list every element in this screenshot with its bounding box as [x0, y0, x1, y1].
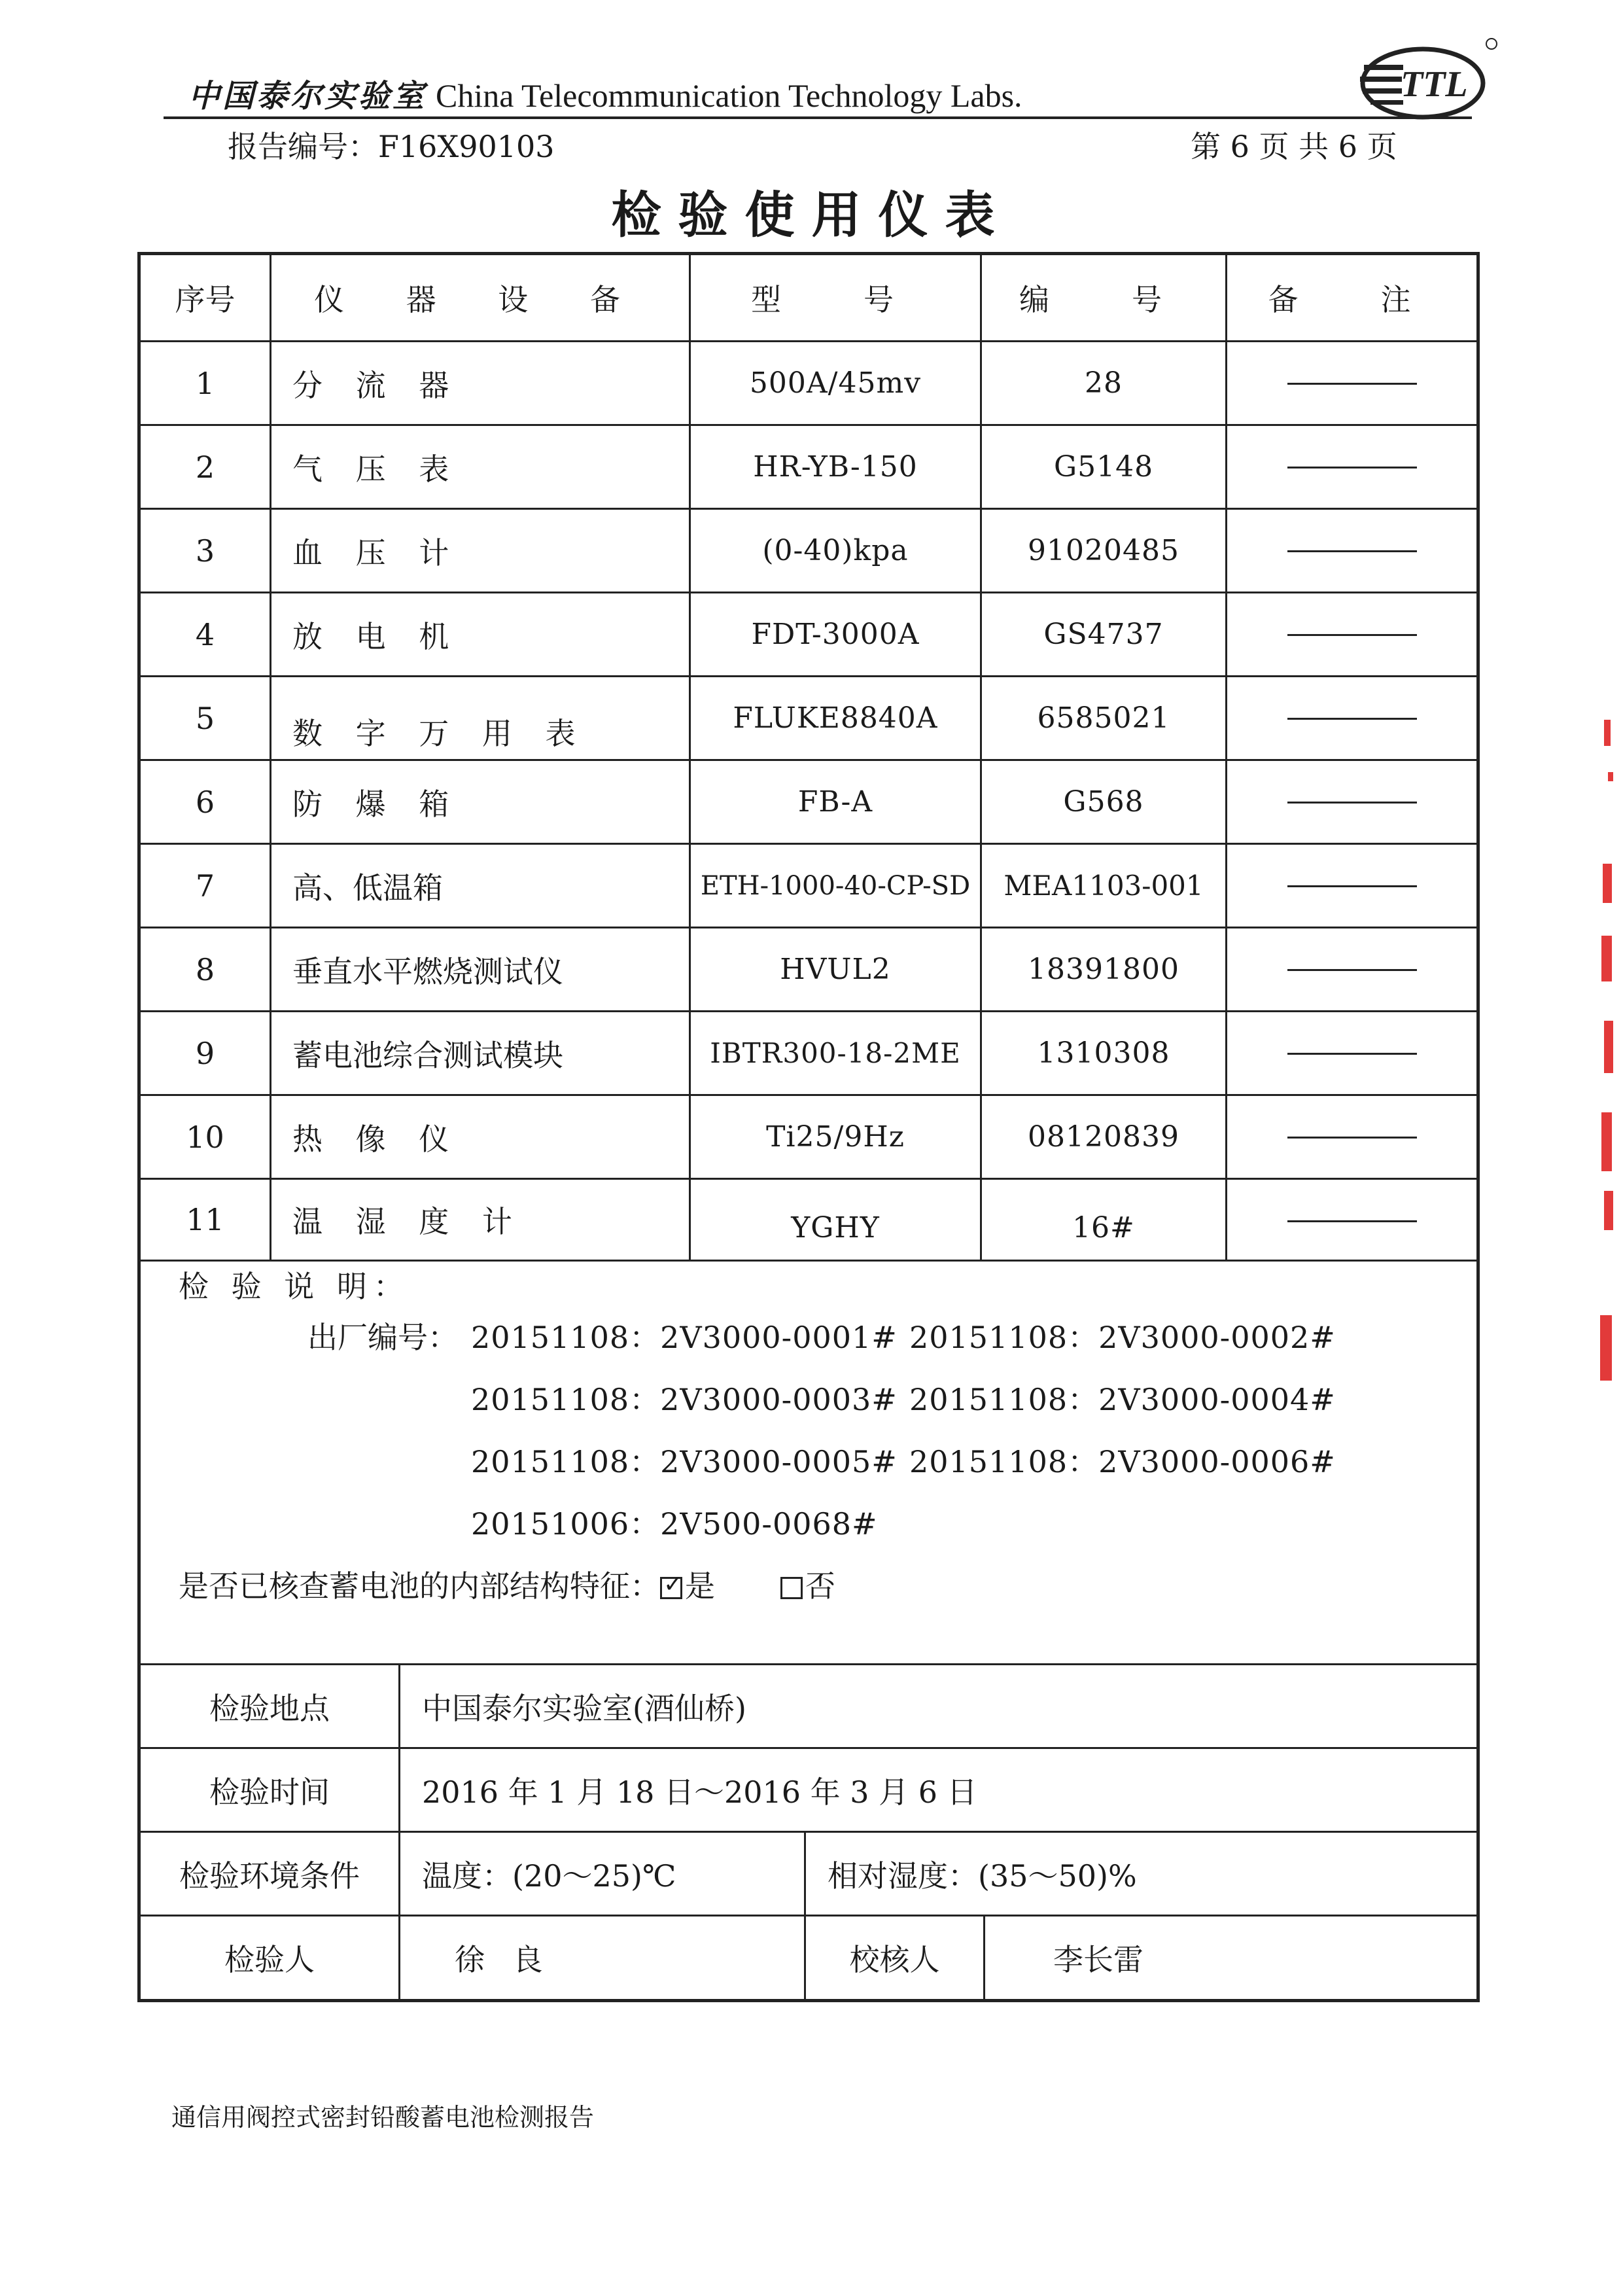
structure-check	[179, 1563, 835, 1606]
lab-name-cn: 中国泰尔实验室	[188, 78, 427, 115]
header-rule	[164, 116, 1472, 119]
row-device: 热 像 仪	[292, 1121, 461, 1157]
row-serial: MEA1103-001	[1003, 870, 1204, 902]
report-number: 报告编号：F16X90103	[228, 129, 555, 164]
row-remark-dash	[1287, 634, 1417, 636]
row-serial: 08120839	[1028, 1120, 1179, 1154]
row-model: 500A/45mv	[749, 366, 922, 400]
info-col-line	[983, 1915, 985, 1999]
row-no: 2	[195, 449, 215, 485]
serial-item: 20151108：2V3000-0004#	[909, 1382, 1336, 1417]
row-device: 温 湿 度 计	[292, 1204, 524, 1239]
row-serial: 28	[1085, 366, 1123, 400]
header-remark: 备 注	[1268, 282, 1437, 317]
row-no: 6	[195, 784, 215, 820]
footer-report-name: 通信用阀控式密封铅酸蓄电池检测报告	[171, 2103, 595, 2132]
row-device: 蓄电池综合测试模块	[292, 1037, 563, 1073]
seal-fragment	[1603, 864, 1612, 903]
serial-item: 20151108：2V3000-0001#	[471, 1320, 898, 1355]
row-serial: G568	[1063, 785, 1144, 819]
row-remark-dash	[1287, 969, 1417, 971]
check-no-label: 否	[805, 1568, 835, 1604]
row-device: 分 流 器	[292, 367, 461, 403]
env-label: 检验环境条件	[179, 1858, 360, 1894]
serial-label: 出厂编号：	[307, 1320, 458, 1355]
serial-item: 20151108：2V3000-0006#	[909, 1444, 1336, 1479]
time-label: 检验时间	[209, 1774, 330, 1810]
row-model: FLUKE8840A	[733, 701, 938, 735]
row-serial: 6585021	[1037, 701, 1170, 735]
row-serial: G5148	[1053, 450, 1154, 484]
header-serial: 编 号	[1019, 282, 1188, 317]
page-title: 检验使用仪表	[611, 186, 1012, 244]
col-line-1	[270, 255, 271, 1260]
ttl-logo	[1357, 36, 1501, 128]
reviewer-name: 李长雷	[1053, 1942, 1143, 1977]
row-no: 8	[195, 951, 215, 987]
serial-item: 20151108：2V3000-0002#	[909, 1320, 1336, 1355]
row-device: 防 爆 箱	[292, 786, 461, 822]
row-model: HVUL2	[780, 953, 891, 986]
seal-fragment	[1604, 1021, 1613, 1073]
row-no: 10	[186, 1119, 224, 1155]
col-line-4	[1225, 255, 1227, 1260]
row-no: 11	[186, 1202, 224, 1237]
page-number: 第 6 页 共 6 页	[1191, 129, 1397, 164]
seal-fragment	[1601, 1112, 1612, 1171]
logo-text: TTL	[1401, 64, 1468, 105]
serial-item: 20151006：2V500-0068#	[471, 1506, 878, 1542]
serial-item: 20151108：2V3000-0005#	[471, 1444, 898, 1479]
temperature-value: 温度：(20～25)℃	[422, 1858, 676, 1894]
row-model: FB-A	[797, 785, 873, 819]
row-no: 7	[195, 868, 215, 904]
row-remark-dash	[1287, 467, 1417, 468]
row-remark-dash	[1287, 1220, 1417, 1222]
row-device: 血 压 计	[292, 535, 461, 571]
humidity-value: 相对湿度：(35～50)%	[828, 1858, 1137, 1894]
row-remark-dash	[1287, 1137, 1417, 1139]
location-value: 中国泰尔实验室(酒仙桥)	[422, 1690, 746, 1726]
header-device: 仪 器 设 备	[314, 282, 646, 317]
seal-fragment	[1604, 720, 1611, 746]
header-no: 序号	[175, 282, 236, 317]
reviewer-label: 校核人	[849, 1942, 940, 1977]
instrument-table-frame	[137, 252, 1480, 2002]
seal-fragment	[1608, 772, 1613, 781]
row-serial: 16#	[1072, 1210, 1135, 1245]
structure-check-question: 是否已核查蓄电池的内部结构特征：	[179, 1568, 660, 1604]
row-remark-dash	[1287, 885, 1417, 887]
row-device: 气 压 表	[292, 451, 461, 487]
check-yes-label: 是	[685, 1568, 715, 1604]
row-serial: 18391800	[1028, 953, 1179, 986]
row-no: 5	[195, 700, 215, 736]
checkbox-yes[interactable]	[660, 1577, 682, 1599]
info-col-line	[398, 1663, 400, 1999]
row-model: YGHY	[791, 1210, 880, 1245]
row-remark-dash	[1287, 550, 1417, 552]
header-model: 型 号	[751, 282, 920, 317]
time-value: 2016 年 1 月 18 日～2016 年 3 月 6 日	[422, 1774, 977, 1810]
row-model: HR-YB-150	[753, 450, 918, 484]
row-model: FDT-3000A	[751, 618, 920, 651]
inspector-label: 检验人	[224, 1942, 315, 1977]
row-model: ETH-1000-40-CP-SD	[700, 870, 971, 901]
row-no: 1	[195, 365, 215, 401]
notes-label: 检 验 说 明：	[179, 1269, 410, 1304]
lab-name-en: China Telecommunication Technology Labs.	[436, 77, 1022, 114]
row-no: 3	[195, 533, 215, 569]
row-device: 垂直水平燃烧测试仪	[292, 953, 563, 989]
row-no: 4	[195, 616, 215, 652]
row-remark-dash	[1287, 718, 1417, 720]
row-remark-dash	[1287, 383, 1417, 385]
inspector-name: 徐 良	[455, 1942, 552, 1977]
row-no: 9	[195, 1035, 215, 1071]
row-model: IBTR300-18-2ME	[710, 1037, 961, 1069]
seal-fragment	[1601, 936, 1612, 981]
serial-item: 20151108：2V3000-0003#	[471, 1382, 898, 1417]
row-model: (0-40)kpa	[762, 534, 909, 567]
row-device: 高、低温箱	[292, 870, 443, 906]
row-serial: 91020485	[1028, 534, 1179, 567]
row-serial: GS4737	[1043, 618, 1164, 651]
row-serial: 1310308	[1037, 1036, 1170, 1070]
seal-fragment	[1600, 1315, 1612, 1381]
row-device: 放 电 机	[292, 618, 461, 654]
lab-header	[188, 71, 1022, 116]
seal-fragment	[1604, 1191, 1613, 1230]
row-remark-dash	[1287, 1053, 1417, 1055]
location-label: 检验地点	[209, 1690, 330, 1726]
row-model: Ti25/9Hz	[766, 1120, 905, 1154]
checkbox-no[interactable]	[780, 1577, 803, 1599]
row-remark-dash	[1287, 802, 1417, 804]
row-device: 数 字 万 用 表	[292, 715, 587, 751]
